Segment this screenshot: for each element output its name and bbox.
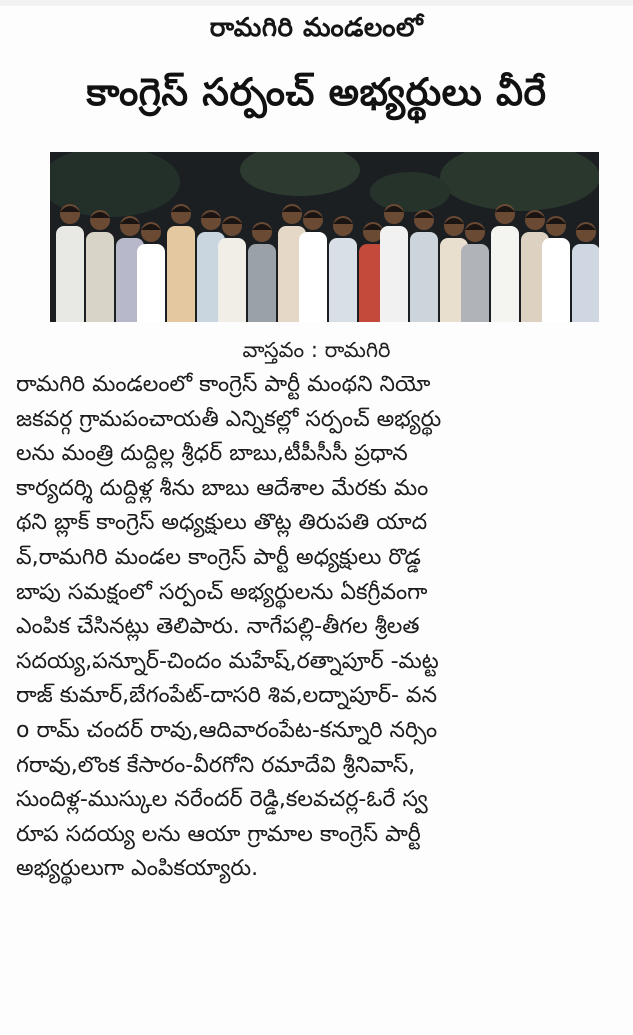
article-kicker: రామగిరి మండలంలో	[209, 13, 424, 43]
article-body-line: రాజ్ కుమార్,బేగంపేట్-దాసరి శివ,లద్నాపూర్- వన	[16, 683, 438, 709]
article-body-line: సుందిళ్ల-ముస్కుల నరేందర్ రెడ్డి,కలవచర్ల-ఓరే స్వ	[16, 787, 428, 813]
article-body-line: కార్యదర్శి దుద్దిళ్ల శీను బాబు ఆదేశాల మేరకు మం	[16, 475, 429, 501]
article-body-line: గరావు,లొంక కేసారం-వీరగోని రమాదేవి శ్రీనివాస్,	[16, 752, 416, 778]
article-body-line: ఎంపిక చేసినట్లు తెలిపారు. నాగేపల్లి-తీగల శ్రీలత	[16, 614, 420, 640]
article-body-line: అభ్యర్థులుగా ఎంపికయ్యారు.	[16, 856, 259, 882]
article-body-line: వ్,రామగిరి మండల కాంగ్రెస్ పార్టీ అధ్యక్షులు రొడ్డ	[16, 544, 421, 570]
top-rule	[0, 0, 633, 6]
article-body	[16, 368, 622, 887]
article-body-line: బాపు సమక్షంలో సర్పంచ్ అభ్యర్థులను ఏకగ్రీవంగా	[16, 579, 428, 605]
article-body-line: రామగిరి మండలంలో కాంగ్రెస్ పార్టీ మంథని నియో	[16, 372, 431, 397]
article-photo	[50, 152, 599, 322]
article-body-line: o రామ్ చందర్ రావు,ఆదివారంపేట-కన్నూరి నర్సిం	[16, 717, 438, 743]
article-body-line: సదయ్య,పన్నూర్-చిందం మహేష్,రత్నాపూర్ -మట్ట	[16, 648, 439, 674]
article-body-line: లను మంత్రి దుద్దిల్ల శ్రీధర్ బాబు,టీపీసీసీ ప్రధాన	[16, 441, 408, 467]
group-photo-illustration	[50, 152, 599, 322]
article-body-line: రూప సదయ్య లను ఆయా గ్రామాల కాంగ్రెస్ పార్టీ	[16, 821, 421, 847]
article-body-line: థని బ్లాక్ కాంగ్రెస్ అధ్యక్షులు తొట్ల తిరుపతి యాద	[16, 510, 428, 536]
photo-caption: వాస్తవం : రామగిరి	[242, 338, 391, 362]
article-headline: కాంగ్రెస్ సర్పంచ్ అభ్యర్థులు వీరే	[86, 70, 547, 114]
article-body-line: జకవర్గ గ్రామపంచాయతీ ఎన్నికల్లో సర్పంచ్ అభ్యర్థు	[16, 406, 442, 432]
